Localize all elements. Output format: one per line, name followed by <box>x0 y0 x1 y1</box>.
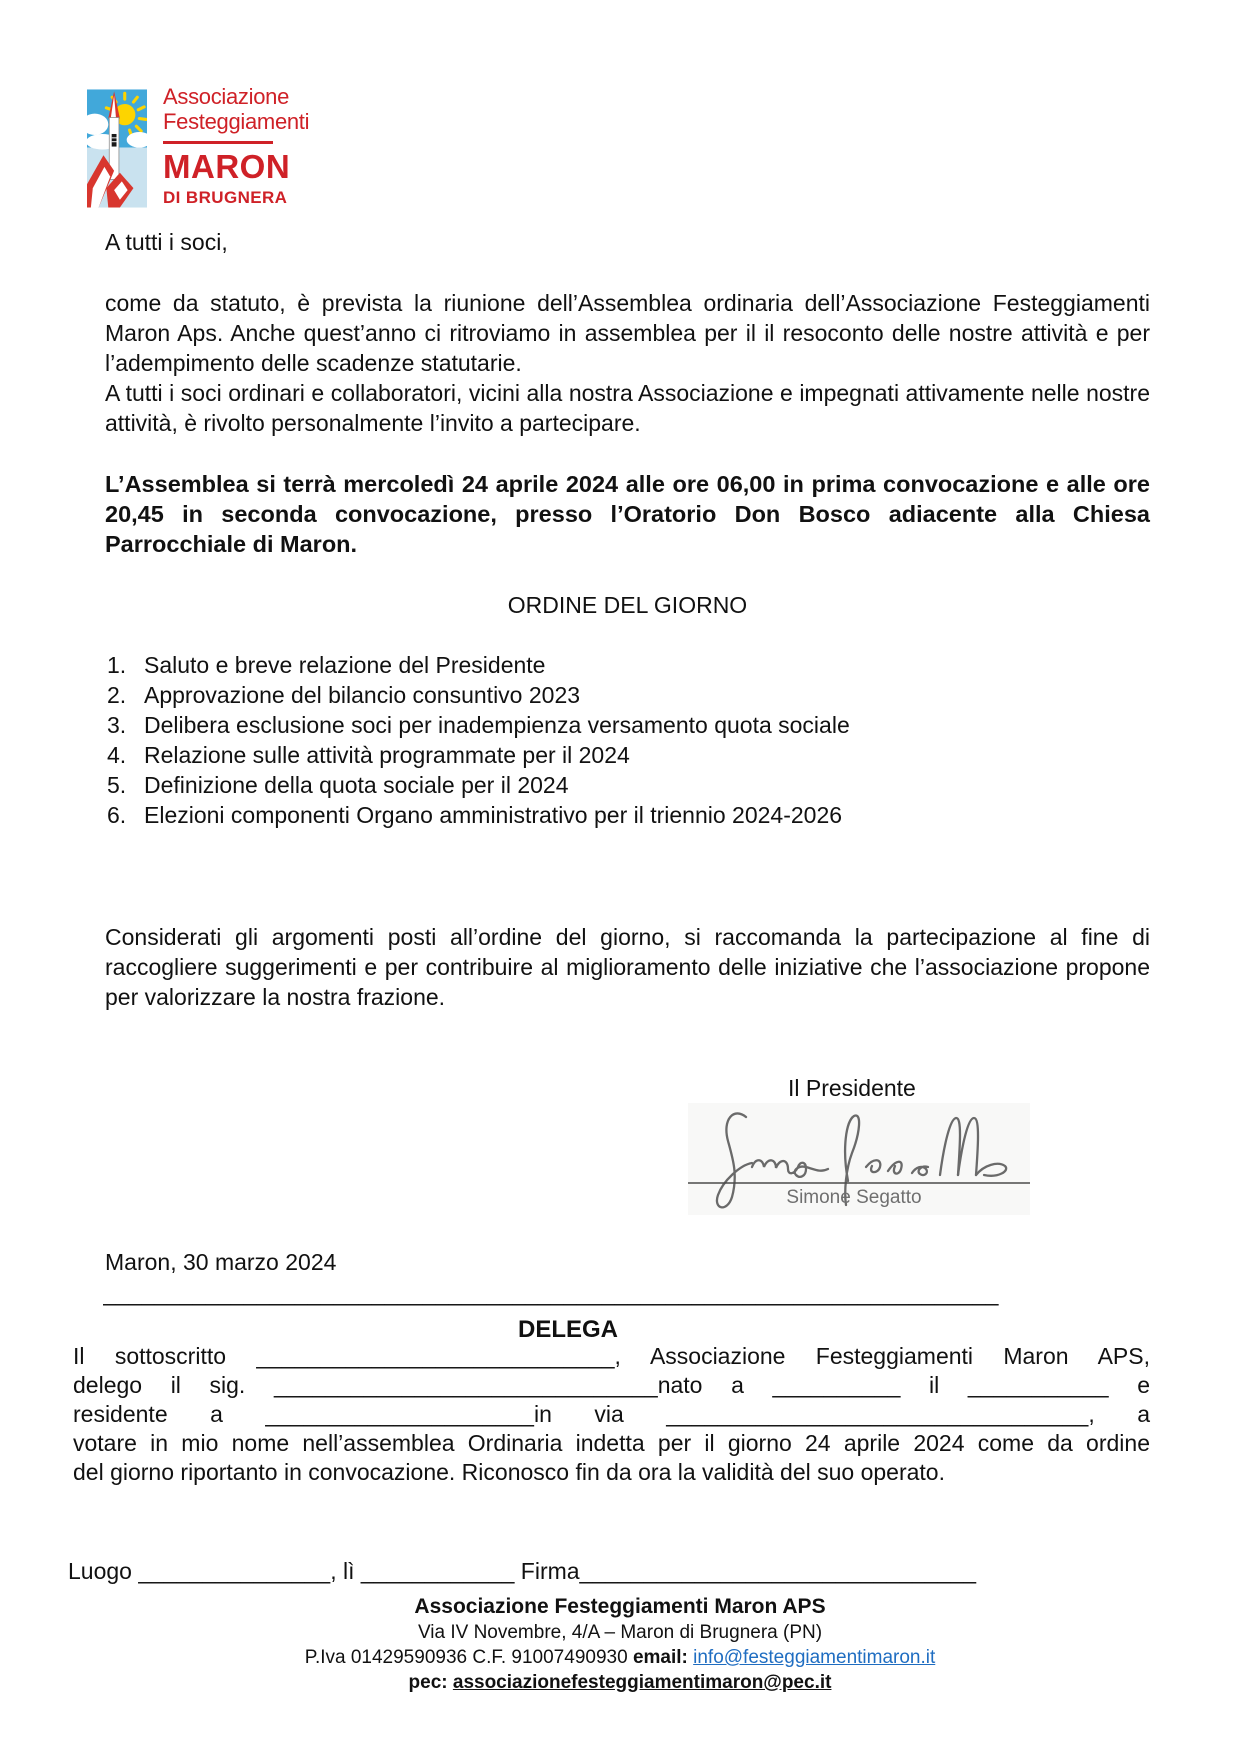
bell-tower-logo-icon <box>87 85 147 212</box>
luogo-firma-line: Luogo _______________, lì ____________ Firma_______________________________ <box>68 1558 977 1584</box>
delega-line-votare: votare in mio nome nell’assemblea Ordinaria indetta per il giorno 24 aprile 2024 come da ordine <box>73 1430 1150 1456</box>
delega-title: DELEGA <box>517 1316 618 1343</box>
dateline: Maron, 30 marzo 2024 <box>105 1249 337 1275</box>
agenda-item-4: Relazione sulle attività programmate per il 2024 <box>144 742 630 768</box>
footer-fiscal-line <box>0 1645 1240 1670</box>
salutation: A tutti i soci, <box>105 229 228 255</box>
delega-line-sottoscritto: Il sottoscritto ____________________________, Associazione Festeggiamenti Maron APS, <box>73 1343 1150 1369</box>
closing-paragraph: Considerati gli argomenti posti all’ordine del giorno, si raccomanda la partecipazione al fine di raccogliere suggerimenti e per contribuire al miglioramento delle iniziative che l’associazione propone per valorizzare la nostra frazione. <box>105 924 1150 1010</box>
letterhead-footer <box>0 1594 1240 1695</box>
footer-pec-label: pec: <box>408 1672 448 1693</box>
agenda-item-3: Delibera esclusione soci per inadempienza versamento quota sociale <box>144 712 850 738</box>
logo-org-line2: Festeggiamenti <box>163 109 310 134</box>
association-logo-text <box>163 86 373 206</box>
footer-email-link[interactable]: info@festeggiamentimaron.it <box>693 1647 936 1668</box>
agenda-title: ORDINE DEL GIORNO <box>507 592 748 618</box>
delega-line-operato: del giorno riportanto in convocazione. Riconosco fin da ora la validità del suo operato. <box>73 1459 945 1485</box>
logo-name: MARON <box>163 148 291 185</box>
footer-piva-cf: P.Iva 01429590936 C.F. 91007490930 <box>304 1647 628 1668</box>
logo-divider <box>163 141 273 144</box>
section-separator-line: ______________________________________________________________________ <box>103 1280 999 1306</box>
agenda-item-6: Elezioni componenti Organo amministrativo per il triennio 2024-2026 <box>144 802 843 828</box>
assembly-announcement: L’Assemblea si terrà mercoledì 24 aprile 2024 alle ore 06,00 in prima convocazione e alle ore 20,45 in seconda convocazione, presso l’Oratorio Don Bosco adiacente alla Chiesa Parrocchiale di Maron. <box>105 471 1150 557</box>
signature-block <box>688 1103 1030 1215</box>
agenda-item-1: Saluto e breve relazione del Presidente <box>144 652 546 678</box>
footer-org-name: Associazione Festeggiamenti Maron APS <box>414 1595 826 1618</box>
agenda-item-5: Definizione della quota sociale per il 2024 <box>144 772 569 798</box>
intro-paragraphs <box>105 288 1150 438</box>
delega-line-residente: residente a _____________________in via _________________________________, a <box>73 1401 1150 1427</box>
association-logo-graphic <box>87 85 147 212</box>
footer-address: Via IV Novembre, 4/A – Maron di Brugnera (PN) <box>417 1622 823 1643</box>
agenda-item-2: Approvazione del bilancio consuntivo 2023 <box>144 682 581 708</box>
agenda-list <box>107 650 1150 830</box>
delega-form <box>73 1342 1150 1487</box>
logo-subname: DI BRUGNERA <box>163 188 288 207</box>
president-label: Il Presidente <box>788 1075 916 1101</box>
president-name: Simone Segatto <box>786 1187 922 1208</box>
footer-email-label: email: <box>632 1647 688 1668</box>
logo-org-line1: Associazione <box>163 84 290 109</box>
intro-paragraph-1: come da statuto, è prevista la riunione dell’Assemblea ordinaria dell’Associazione Festeggiamenti Maron Aps. Anche quest’anno ci ritroviamo in assemblea per il il resoconto delle nostre attività e per l’adempimento delle scadenze statutarie. <box>105 290 1150 376</box>
footer-pec-line <box>0 1670 1240 1695</box>
delega-line-delego: delego il sig. ______________________________nato a __________ il ___________ e <box>73 1372 1150 1398</box>
intro-paragraph-2: A tutti i soci ordinari e collaboratori, vicini alla nostra Associazione e impegnati attivamente nelle nostre attività, è rivolto personalmente l’invito a partecipare. <box>105 380 1150 436</box>
footer-pec-link[interactable]: associazionefesteggiamentimaron@pec.it <box>452 1672 832 1693</box>
